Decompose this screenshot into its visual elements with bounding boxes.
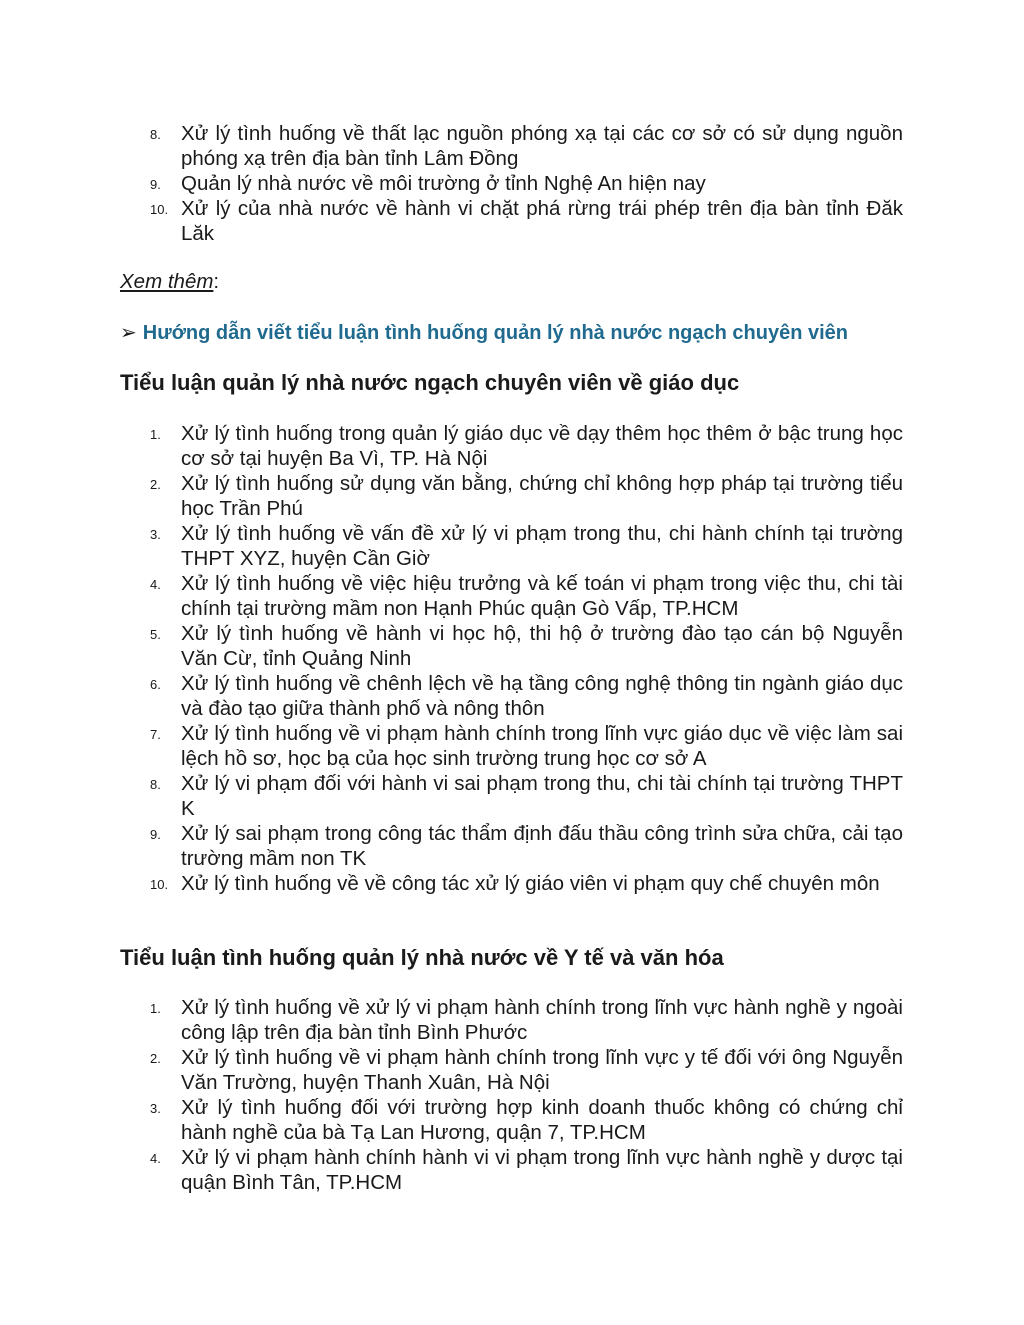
section-heading-health: Tiểu luận tình huống quản lý nhà nước về Y tế và văn hóa	[120, 945, 724, 970]
list-item-text: Xử lý sai phạm trong công tác thẩm định đấu thầu công trình sửa chữa, cải tạo trường mầm non TK	[181, 822, 903, 870]
list-number: 2.	[150, 477, 161, 492]
list-item-text: Xử lý vi phạm đối với hành vi sai phạm trong thu, chi tài chính tại trường THPT K	[181, 772, 903, 820]
list-number: 3.	[150, 1101, 161, 1116]
list-item	[120, 1045, 903, 1095]
arrow-bullet-icon: ➢	[120, 322, 137, 344]
list-item-text: Xử lý tình huống về vi phạm hành chính trong lĩnh vực y tế đối với ông Nguyễn Văn Trường, huyện Thanh Xuân, Hà Nội	[181, 1046, 903, 1094]
health-list	[120, 995, 903, 1195]
list-item	[120, 421, 903, 471]
see-more-colon: :	[213, 270, 220, 293]
list-item	[120, 471, 903, 521]
list-number: 5.	[150, 627, 161, 642]
list-number: 4.	[150, 577, 161, 592]
see-more	[120, 268, 219, 296]
guide-link-line	[120, 318, 848, 348]
list-number: 6.	[150, 677, 161, 692]
list-item-text: Xử lý tình huống về xử lý vi phạm hành chính trong lĩnh vực hành nghề y ngoài công lập trên địa bàn tỉnh Bình Phước	[181, 996, 903, 1044]
list-item-text: Xử lý tình huống về về công tác xử lý giáo viên vi phạm quy chế chuyên môn	[181, 872, 880, 895]
list-item	[120, 721, 903, 771]
list-number: 4.	[150, 1151, 161, 1166]
list-item	[120, 771, 903, 821]
list-item-text: Xử lý tình huống sử dụng văn bằng, chứng chỉ không hợp pháp tại trường tiểu học Trần Phú	[181, 472, 903, 520]
list-item	[120, 1145, 903, 1195]
list-number: 7.	[150, 727, 161, 742]
see-more-link[interactable]: Xem thêm	[120, 270, 214, 293]
top-list	[120, 121, 903, 246]
list-number: 2.	[150, 1051, 161, 1066]
guide-link[interactable]: Hướng dẫn viết tiểu luận tình huống quản lý nhà nước ngạch chuyên viên	[142, 322, 848, 344]
list-item-text: Xử lý tình huống về hành vi học hộ, thi hộ ở trường đào tạo cán bộ Nguyễn Văn Cừ, tỉnh Quảng Ninh	[181, 622, 903, 670]
list-number: 8.	[150, 777, 161, 792]
list-item	[120, 621, 903, 671]
list-number: 8.	[150, 127, 161, 142]
list-item-text: Xử lý tình huống về vấn đề xử lý vi phạm trong thu, chi hành chính tại trường THPT XYZ, huyện Cần Giờ	[181, 522, 903, 570]
list-number: 3.	[150, 527, 161, 542]
list-item	[120, 171, 903, 196]
list-item-text: Xử lý vi phạm hành chính hành vi vi phạm trong lĩnh vực hành nghề y dược tại quận Bình Tân, TP.HCM	[181, 1146, 903, 1194]
list-number: 10.	[150, 202, 169, 217]
list-item	[120, 871, 903, 896]
list-item-text: Xử lý tình huống về thất lạc nguồn phóng xạ tại các cơ sở có sử dụng nguồn phóng xạ trên địa bàn tỉnh Lâm Đồng	[181, 122, 903, 170]
list-number: 9.	[150, 827, 161, 842]
list-item	[120, 196, 903, 246]
list-item	[120, 571, 903, 621]
list-item	[120, 1095, 903, 1145]
list-item-text: Xử lý tình huống về chênh lệch về hạ tầng công nghệ thông tin ngành giáo dục và đào tạo giữa thành phố và nông thôn	[181, 672, 903, 720]
list-item	[120, 821, 903, 871]
list-item-text: Xử lý tình huống về vi phạm hành chính trong lĩnh vực giáo dục về việc làm sai lệch hồ sơ, học bạ của học sinh trường trung học cơ sở A	[181, 722, 903, 770]
list-item-text: Xử lý tình huống trong quản lý giáo dục về dạy thêm học thêm ở bậc trung học cơ sở tại huyện Ba Vì, TP. Hà Nội	[181, 422, 903, 470]
list-number: 1.	[150, 1001, 161, 1016]
list-number: 9.	[150, 177, 161, 192]
education-list	[120, 421, 903, 896]
list-item	[120, 521, 903, 571]
list-item	[120, 121, 903, 171]
list-item	[120, 671, 903, 721]
list-item	[120, 995, 903, 1045]
section-heading-education: Tiểu luận quản lý nhà nước ngạch chuyên viên về giáo dục	[120, 370, 740, 395]
list-number: 10.	[150, 877, 169, 892]
list-item-text: Quản lý nhà nước về môi trường ở tỉnh Nghệ An hiện nay	[181, 172, 706, 195]
list-item-text: Xử lý của nhà nước về hành vi chặt phá rừng trái phép trên địa bàn tỉnh Đăk Lăk	[181, 197, 903, 245]
list-number: 1.	[150, 427, 161, 442]
list-item-text: Xử lý tình huống về việc hiệu trưởng và kế toán vi phạm trong việc thu, chi tài chính tại trường mầm non Hạnh Phúc quận Gò Vấp, TP.HCM	[181, 572, 903, 620]
list-item-text: Xử lý tình huống đối với trường hợp kinh doanh thuốc không có chứng chỉ hành nghề của bà Tạ Lan Hương, quận 7, TP.HCM	[181, 1096, 903, 1144]
